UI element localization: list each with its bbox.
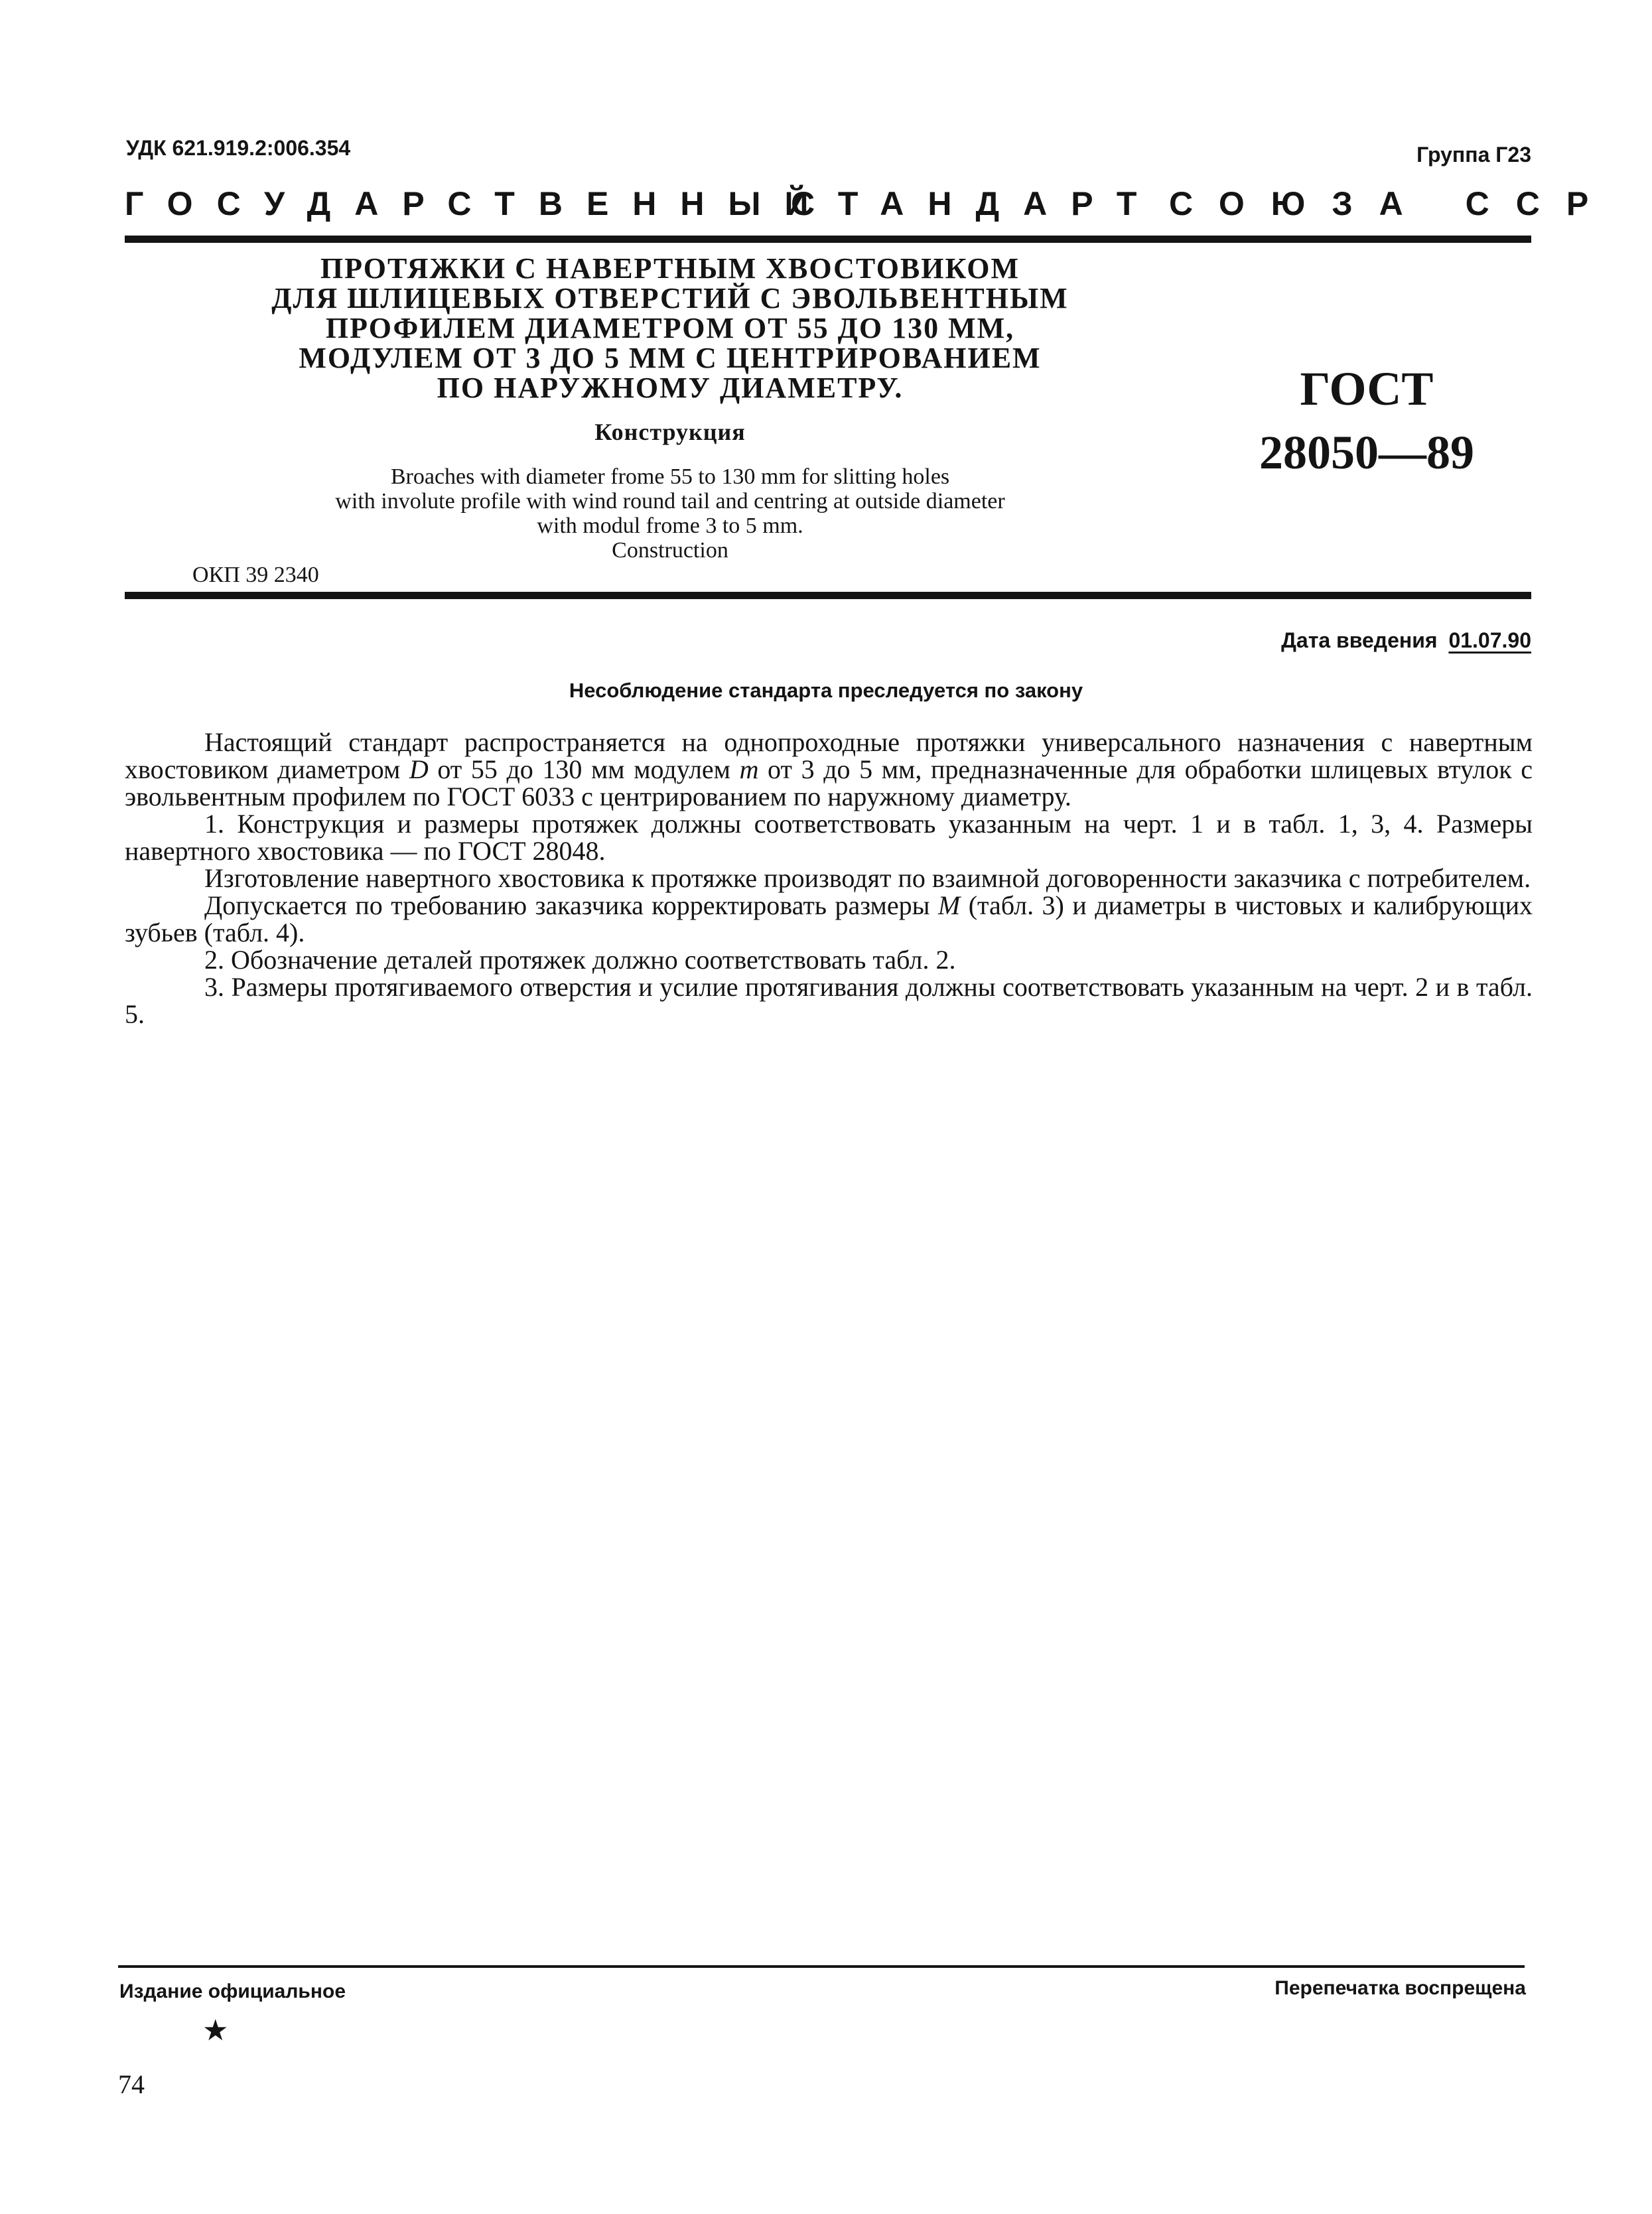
gost-designation xyxy=(1241,362,1493,480)
paragraph-manufacture: Изготовление навертного хвостовика к протяжке производят по взаимной договоренности заказчика с потребителем. xyxy=(204,863,1531,893)
legal-notice: Несоблюдение стандарта преследуется по закону xyxy=(569,679,1083,702)
english-title-line-2: with involute profile with wind round tail and centring at outside diameter xyxy=(335,489,1005,514)
paragraph-scope: Настоящий стандарт распространяется на однопроходные протяжки универсального назначения с навертным хвостовиком диаметром D от 55 до 130 мм модулем m от 3 до 5 мм, предназначенные для обработки шлицевых втулок с эвольвентным профилем по ГОСТ 6033 с центрированием по наружному диаметру. xyxy=(125,727,1533,811)
paragraph-3: 3. Размеры протягиваемого отверстия и усилие протягивания должны соответствовать указанным на черт. 2 и в табл. 5. xyxy=(125,972,1533,1029)
date-value: 01.07.90 xyxy=(1448,628,1531,652)
english-title-line-4: Construction xyxy=(612,538,728,563)
okp-code: ОКП 39 2340 xyxy=(192,563,319,587)
introduction-date xyxy=(1281,628,1531,653)
banner-word-3: СОЮЗА ССР xyxy=(1169,185,1616,222)
body-text xyxy=(125,728,1533,1028)
banner-word-1: ГОСУДАРСТВЕННЫЙ xyxy=(125,185,833,222)
title-line-1: ПРОТЯЖКИ С НАВЕРТНЫМ ХВОСТОВИКОМ xyxy=(320,252,1020,285)
gost-label: ГОСТ xyxy=(1300,362,1434,415)
star-icon: ★ xyxy=(202,2014,229,2047)
title-line-5: ПО НАРУЖНОМУ ДИАМЕТРУ. xyxy=(437,372,904,404)
date-label: Дата введения xyxy=(1281,628,1438,652)
title-subtitle: Конструкция xyxy=(594,419,746,445)
title-line-4: МОДУЛЕМ ОТ 3 ДО 5 ММ С ЦЕНТРИРОВАНИЕМ xyxy=(299,342,1042,374)
title-rule xyxy=(125,592,1531,599)
page-number: 74 xyxy=(118,2069,145,2099)
group-code: Группа Г23 xyxy=(1416,143,1531,167)
title-block xyxy=(199,253,1141,563)
udk-code: УДК 621.919.2:006.354 xyxy=(126,136,351,160)
paragraph-2: 2. Обозначение деталей протяжек должно соответствовать табл. 2. xyxy=(204,945,956,975)
english-title-line-1: Broaches with diameter frome 55 to 130 mm for slitting holes xyxy=(390,464,950,489)
gost-number: 28050—89 xyxy=(1259,426,1474,479)
paragraph-correction: Допускается по требованию заказчика корректировать размеры М (табл. 3) и диаметры в чистовых и калибрующих зубьев (табл. 4). xyxy=(125,890,1533,947)
title-line-2: ДЛЯ ШЛИЦЕВЫХ ОТВЕРСТИЙ С ЭВОЛЬВЕНТНЫМ xyxy=(271,282,1069,314)
header-rule xyxy=(125,236,1531,243)
title-line-3: ПРОФИЛЕМ ДИАМЕТРОМ ОТ 55 ДО 130 ММ, xyxy=(325,312,1015,344)
edition-note: Издание официальное xyxy=(119,1980,346,2002)
reprint-note: Перепечатка воспрещена xyxy=(1274,1977,1526,1999)
footer-rule xyxy=(118,1965,1525,1968)
english-title-line-3: with modul frome 3 to 5 mm. xyxy=(537,514,803,538)
paragraph-1: 1. Конструкция и размеры протяжек должны соответствовать указанным на черт. 1 и в табл. 1, 3, 4. Размеры навертного хвостовика — по ГОСТ 28048. xyxy=(125,809,1533,866)
banner-word-2: СТАНДАРТ xyxy=(791,185,1161,222)
